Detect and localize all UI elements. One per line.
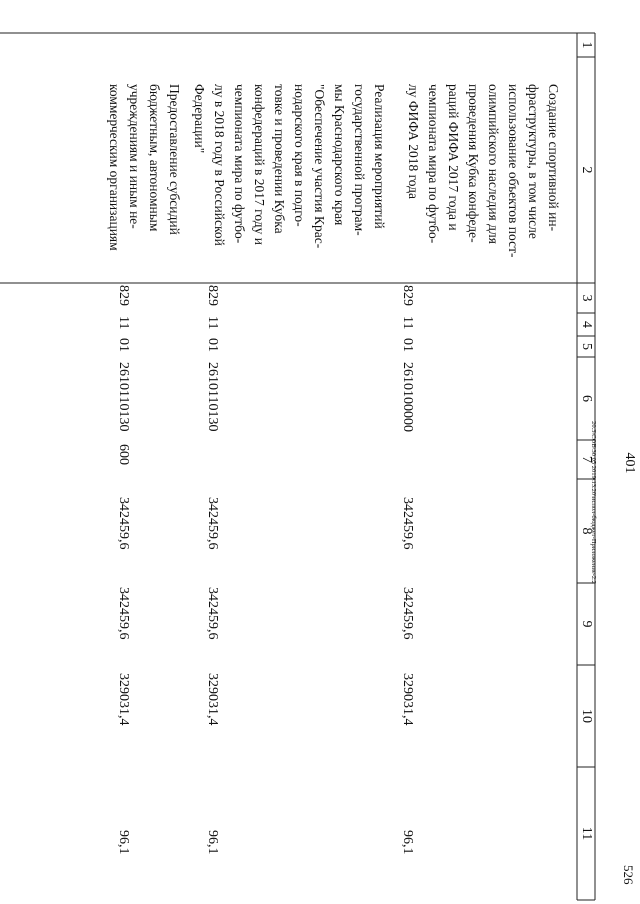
row-1-desc-line-5: проведения Кубка конфеде- (466, 84, 481, 243)
row-1-desc-line-1: Создание спортивной ин- (546, 84, 561, 232)
row-1-desc-line-2: фраструктуры, в том числе (526, 84, 541, 239)
col-header-9: 9 (579, 620, 594, 628)
row-3-col-7: 600 (116, 444, 131, 465)
row-1-desc-line-3: использование объектов пост- (506, 84, 521, 258)
row-2-col-10: 329031,4 (205, 673, 220, 726)
col-header-6: 6 (579, 395, 594, 402)
row-1-col-9: 342459,6 (400, 587, 415, 640)
row-3-col-6: 2610110130 (116, 362, 131, 432)
row-2-col-4: 11 (205, 316, 220, 330)
sheet-number: 526 (621, 865, 636, 885)
row-2-desc-line-5: нодарского края в подго- (292, 84, 307, 227)
row-2-col-8: 342459,6 (205, 497, 220, 550)
col-header-11: 11 (579, 826, 594, 841)
row-2-desc-line-1: Реализация мероприятий (372, 84, 387, 229)
row-2-desc-line-8: чемпионата мира по футбо- (232, 84, 247, 244)
row-1-desc-line-4: олимпийского наследия для (486, 84, 501, 244)
col-header-3: 3 (579, 294, 594, 302)
row-3-col-3: 829 (116, 285, 131, 306)
row-1-col-3: 829 (400, 285, 415, 306)
row-3-col-8: 342459,6 (116, 497, 131, 550)
row-2-col-6: 2610110130 (205, 362, 220, 432)
row-2-desc-line-6: товке и проведении Кубка (272, 84, 287, 234)
row-2-col-9: 342459,6 (205, 587, 220, 640)
row-1-col-5: 01 (400, 338, 415, 352)
row-2-col-5: 01 (205, 338, 220, 352)
page-number: 401 (622, 452, 637, 474)
row-3-desc-line-4: коммерческим организациям (107, 84, 122, 251)
row-3-col-4: 11 (116, 316, 131, 330)
col-header-10: 10 (579, 709, 594, 723)
row-2-desc-line-9: лу в 2018 году в Российской (212, 84, 227, 246)
row-1-col-4: 11 (400, 316, 415, 330)
row-1-desc-line-6: раций ФИФА 2017 года и (446, 84, 461, 231)
row-1-col-11: 96,1 (400, 830, 415, 855)
col-header-7: 7 (579, 456, 594, 463)
row-3-col-5: 01 (116, 338, 131, 352)
row-2-col-11: 96,1 (205, 830, 220, 855)
col-header-2: 2 (579, 166, 594, 174)
row-2-col-3: 829 (205, 285, 220, 306)
row-3-col-9: 342459,6 (116, 587, 131, 640)
row-3-desc-line-2: бюджетным, автономным (147, 84, 162, 232)
col-header-5: 5 (579, 343, 594, 350)
row-1-desc-line-8: лу ФИФА 2018 года (406, 84, 421, 200)
col-header-8: 8 (579, 527, 594, 535)
row-3-col-11: 96,1 (116, 830, 131, 855)
footer-file-ref: 20.3\СОВ\30 05 2019\13.20\испол-бюджет-Приложение-2.2 (590, 421, 597, 584)
row-3-col-10: 329031,4 (116, 673, 131, 726)
row-2-desc-line-7: конфедераций в 2017 году и (252, 84, 267, 245)
row-1-col-8: 342459,6 (400, 497, 415, 550)
row-1-desc-line-7: чемпионата мира по футбо- (426, 84, 441, 244)
row-1-col-6: 2610100000 (400, 362, 415, 432)
col-header-1: 1 (579, 41, 594, 49)
row-1-col-10: 329031,4 (400, 673, 415, 726)
row-2-desc-line-2: государственной програм- (352, 84, 367, 236)
row-2-desc-line-10: Федерации" (192, 84, 207, 154)
col-header-4: 4 (579, 321, 594, 328)
row-2-desc-line-3: мы Краснодарского края (332, 84, 347, 226)
row-3-desc-line-1: Предоставление субсидий (167, 84, 182, 235)
row-3-desc-line-3: учреждениям и иным не- (127, 84, 142, 229)
row-2-desc-line-4: "Обеспечение участия Крас- (312, 84, 327, 249)
